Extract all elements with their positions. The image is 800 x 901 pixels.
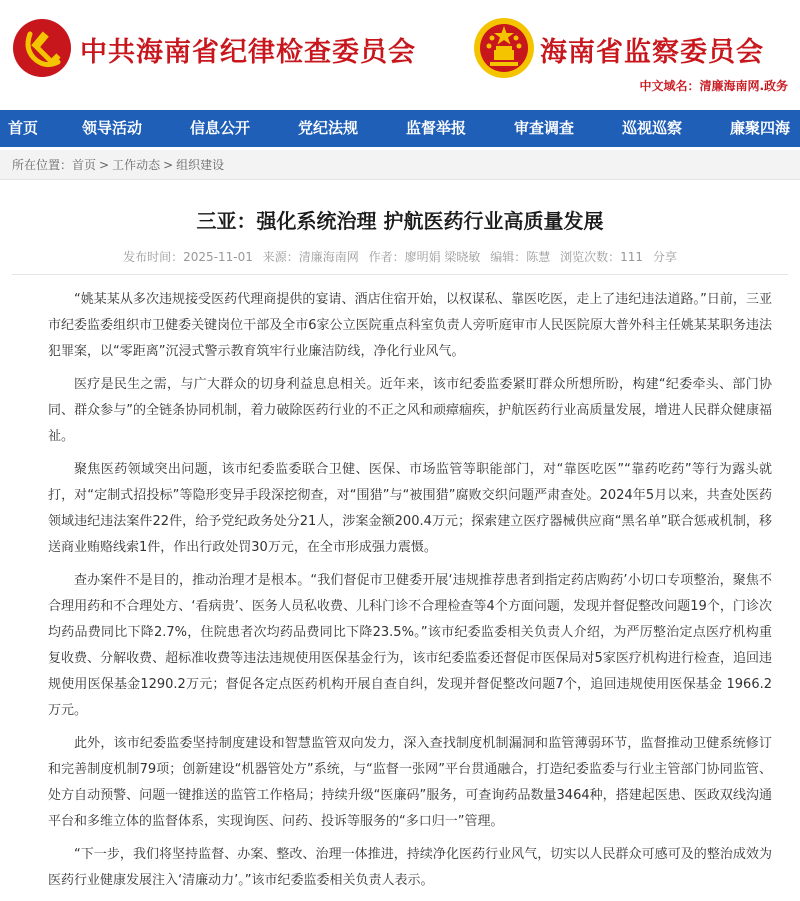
share-link[interactable]: 分享 [652,250,677,264]
article-paragraph: 此外，该市纪委监委坚持制度建设和智慧监管双向发力，深入查找制度机制漏洞和监管薄弱环节，监督推动卫健系统修订和完善制度机制79项；创新建设“机器管处方”系统，与“监督一张网”平台贯通融合，打造纪委监委与行业主管部门协同监管、处方自动预警、问题一键推送的监管工作格局；持续升级“医廉码”服务，可查询药品数量3464种，搭建起医患、医政双线沟通平台和多维立体的监督体系，实现询医、问药、投诉等服务的“多口归一”管理。 [48,736,772,829]
national-emblem-icon [472,16,536,80]
view-count [560,250,643,264]
nav-item-regulations[interactable]: 党纪法规 [298,119,359,137]
nav-item-disclosure[interactable]: 信息公开 [190,119,251,137]
publish-time: 发布时间：2025-11-01 [123,250,253,264]
view-count-value: 111 [620,250,643,264]
nav-item-inspection[interactable]: 巡视巡察 [622,119,683,137]
domain-label: 中文域名：清廉海南网.政务 [639,79,788,93]
article-body [48,287,772,901]
article-source: 来源：清廉海南网 [262,250,359,264]
nav-item-investigation[interactable]: 审查调查 [514,119,575,137]
breadcrumb-work-news[interactable]: 工作动态 [112,158,161,172]
supervision-commission-title: 海南省监察委员会 [540,37,764,68]
article-paragraph: 聚焦医药领域突出问题，该市纪委监委联合卫健、医保、市场监管等职能部门，对“靠医吃医”“靠药吃药”等行为露头就打，对“定制式招投标”等隐形变异手段深挖彻查，对“围猎”与“被围猎”腐败交织问题严肃查处。2024年5月以来，共查处医药领域违纪违法案件22件，给予党纪政务处分21人，涉案金额200.4万元；探索建立医疗器械供应商“黑名单”联合惩戒机制，移送商业贿赂线索1件，作出行政处罚30万元，在全市形成强力震慑。 [48,462,772,555]
site-header [0,0,800,108]
article-title: 三亚：强化系统治理 护航医药行业高质量发展 [196,209,604,233]
nav-item-report[interactable]: 监督举报 [406,119,467,137]
meta-divider [12,274,788,275]
breadcrumb-organization[interactable]: 组织建设 [176,158,225,172]
nav-item-leadership[interactable]: 领导活动 [82,119,143,137]
article-paragraph: “下一步，我们将坚持监督、办案、整改、治理一体推进，持续净化医药行业风气，切实以人民群众可感可及的整治成效为医药行业健康发展注入‘清廉动力’。”该市纪委监委相关负责人表示。 [48,847,772,888]
article-paragraph: 医疗是民生之需，与广大群众的切身利益息息相关。近年来，该市纪委监委紧盯群众所想所盼，构建“纪委牵头、部门协同、群众参与”的全链条协同机制，着力破除医药行业的不正之风和顽瘴痼疾，护航医药行业高质量发展，增进人民群众健康福祉。 [48,377,772,444]
cpc-commission-title: 中共海南省纪律检查委员会 [80,37,416,68]
breadcrumb-separator: > [163,158,174,172]
breadcrumb-separator: > [99,158,110,172]
breadcrumb [0,150,800,180]
breadcrumb-prefix: 所在位置： [12,158,73,172]
main-nav [0,110,800,147]
nav-item-integrity[interactable]: 廉聚四海 [730,119,791,137]
view-count-label: 浏览次数： [560,250,621,264]
article-meta [0,248,800,265]
breadcrumb-home[interactable]: 首页 [72,158,97,172]
article-paragraph: 查办案件不是目的，推动治理才是根本。“我们督促市卫健委开展‘违规推荐患者到指定药店购药’小切口专项整治，聚焦不合理用药和不合理处方、‘看病贵’、医务人员私收费、儿科门诊不合理检查等4个方面问题，发现并督促整改问题19个，门诊次均药品费同比下降2.7%，住院患者次均药品费同比下降23.5%。”该市纪委监委相关负责人介绍，为严厉整治定点医疗机构重复收费、分解收费、超标准收费等违法违规使用医保基金行为，该市纪委监委还督促市医保局对5家医疗机构进行检查，追回违规使用医保基金1290.2万元；督促各定点医药机构开展自查自纠，发现并督促整改问题7个，追回违规使用医保基金 1966.2万元。 [48,573,772,718]
party-emblem-icon [12,18,72,78]
article-author: 作者：廖明娟 梁晓敏 [368,250,481,264]
article-editor: 编辑：陈慧 [490,250,551,264]
article-paragraph: “姚某某从多次违规接受医药代理商提供的宴请、酒店住宿开始，以权谋私、靠医吃医，走上了违纪违法道路。”日前，三亚市纪委监委组织市卫健委关键岗位干部及全市6家公立医院重点科室负责人旁听庭审市人民医院原大普外科主任姚某某职务违法犯罪案，以“零距离”沉浸式警示教育筑牢行业廉洁防线，净化行业风气。 [48,292,772,359]
nav-item-home[interactable]: 首页 [8,119,39,137]
